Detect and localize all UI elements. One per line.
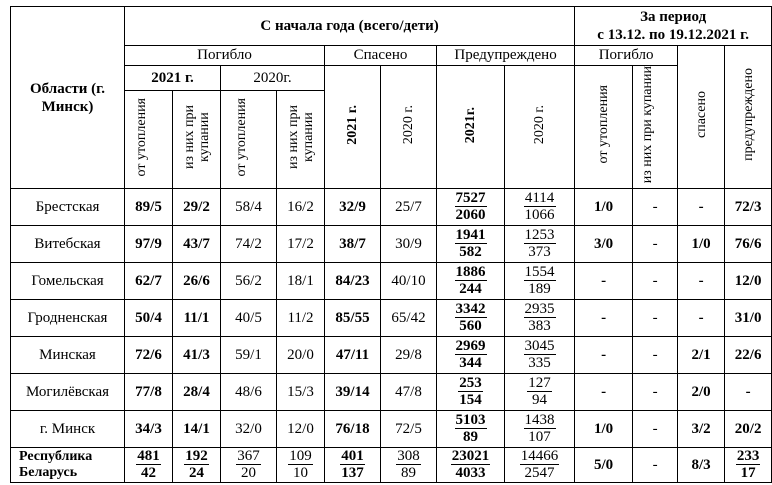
bathing-2020: 17/2	[277, 226, 325, 263]
period-died: 1/0	[575, 189, 633, 226]
period-died: -	[575, 300, 633, 337]
bathing-2021: 41/3	[173, 337, 221, 374]
prevented-2020-total: 1438	[524, 412, 555, 429]
prevented-2020-children: 383	[528, 318, 551, 335]
total-prevented-2020-children: 2547	[524, 465, 555, 482]
period-bathing: -	[633, 374, 678, 411]
region-name: Витебская	[11, 226, 125, 263]
period-drowning-header	[575, 66, 633, 189]
died-2020: 32/0	[221, 411, 277, 448]
total-period-prevented	[725, 448, 772, 483]
bathing-2021-text: из них при купании	[181, 105, 212, 170]
saved-2020: 30/9	[381, 226, 437, 263]
period-prevented: 76/6	[725, 226, 772, 263]
died-2020: 58/4	[221, 189, 277, 226]
prevented-2020-children: 94	[532, 392, 548, 409]
total-period-died: 5/0	[575, 448, 633, 483]
saved-2021-header	[325, 66, 381, 189]
total-bathing-2020-all: 109	[289, 448, 312, 465]
bathing-2021: 14/1	[173, 411, 221, 448]
prevented-2020-header	[505, 66, 575, 189]
bathing-2021: 28/4	[173, 374, 221, 411]
prevented-2021-children: 344	[459, 355, 482, 372]
region-name: Гродненская	[11, 300, 125, 337]
period-bathing: -	[633, 411, 678, 448]
bathing-2020: 16/2	[277, 189, 325, 226]
total-label-line1: Республика	[19, 449, 93, 465]
prevented-2020-children: 107	[528, 429, 551, 446]
died-2020: 56/2	[221, 263, 277, 300]
period-prevented: 31/0	[725, 300, 772, 337]
saved-2020-header	[381, 66, 437, 189]
period-prevented-header	[725, 46, 772, 189]
saved-2021: 76/18	[325, 411, 381, 448]
prevented-header: Предупреждено	[437, 46, 575, 66]
period-header	[575, 7, 772, 46]
died-2021: 97/9	[125, 226, 173, 263]
bathing-2021: 26/6	[173, 263, 221, 300]
period-bathing-header	[633, 66, 678, 189]
period-saved: 3/2	[678, 411, 725, 448]
period-saved: -	[678, 189, 725, 226]
saved-2021: 47/11	[325, 337, 381, 374]
period-saved: 2/1	[678, 337, 725, 374]
prevented-2021-total: 3342	[455, 301, 486, 318]
prevented-2020	[505, 337, 575, 374]
saved-2021: 32/9	[325, 189, 381, 226]
total-died-2021	[125, 448, 173, 483]
total-died-2020-children: 20	[241, 465, 256, 482]
table-row	[11, 226, 772, 263]
bathing-2021: 11/1	[173, 300, 221, 337]
total-row	[11, 448, 772, 483]
died-2021-header: 2021 г.	[125, 66, 221, 91]
region-name: Брестская	[11, 189, 125, 226]
died-2021: 77/8	[125, 374, 173, 411]
prevented-2021-total: 5103	[455, 412, 486, 429]
bathing-2020-header	[277, 91, 325, 189]
prevented-2020-children: 335	[528, 355, 551, 372]
table-row	[11, 337, 772, 374]
saved-2020: 72/5	[381, 411, 437, 448]
saved-2021: 84/23	[325, 263, 381, 300]
total-died-2020-all: 367	[237, 448, 260, 465]
prevented-2020	[505, 411, 575, 448]
period-prevented-text: предупреждено	[740, 68, 756, 162]
saved-2020: 65/42	[381, 300, 437, 337]
saved-2021: 38/7	[325, 226, 381, 263]
total-prevented-2020	[505, 448, 575, 483]
total-saved-2021	[325, 448, 381, 483]
period-died: -	[575, 337, 633, 374]
period-range: с 13.12. по 19.12.2021 г.	[597, 27, 749, 43]
prevented-2020-children: 1066	[524, 207, 555, 224]
saved-2021-text: 2021 г.	[345, 104, 360, 145]
total-bathing-2020-children: 10	[293, 465, 308, 482]
total-died-2021-children: 42	[141, 465, 156, 482]
bathing-2020: 11/2	[277, 300, 325, 337]
region-name: Могилёвская	[11, 374, 125, 411]
prevented-2020-total: 1253	[524, 227, 555, 244]
total-bathing-2021-children: 24	[189, 465, 204, 482]
period-died: 3/0	[575, 226, 633, 263]
bathing-2020: 15/3	[277, 374, 325, 411]
total-bathing-2021-all: 192	[185, 448, 208, 465]
period-died-header: Погибло	[575, 46, 678, 66]
prevented-2020-total: 2935	[524, 301, 555, 318]
prevented-2021-children: 560	[459, 318, 482, 335]
died-2020: 74/2	[221, 226, 277, 263]
died-header: Погибло	[125, 46, 325, 66]
prevented-2021-children: 582	[459, 244, 482, 261]
prevented-2021-children: 154	[459, 392, 482, 409]
prevented-2020	[505, 300, 575, 337]
statistics-table	[10, 6, 772, 483]
period-died: -	[575, 374, 633, 411]
region-name: Минская	[11, 337, 125, 374]
prevented-2021-total: 1941	[455, 227, 486, 244]
prevented-2021-total: 1886	[455, 264, 486, 281]
drowning-2021-text: от утопления	[133, 98, 149, 177]
prevented-2020	[505, 226, 575, 263]
total-died-2021-all: 481	[137, 448, 160, 465]
table-row	[11, 263, 772, 300]
prevented-2021	[437, 411, 505, 448]
bathing-2021: 43/7	[173, 226, 221, 263]
died-2021: 34/3	[125, 411, 173, 448]
drowning-2020-text: от утопления	[233, 98, 249, 177]
total-period-prevented-children: 17	[740, 465, 756, 482]
table-row	[11, 374, 772, 411]
total-period-prevented-all: 233	[736, 448, 760, 465]
prevented-2020-total: 4114	[524, 190, 555, 207]
total-saved-2021-children: 137	[341, 465, 364, 482]
prevented-2020-total: 127	[528, 375, 551, 392]
period-bathing: -	[633, 337, 678, 374]
prevented-2021	[437, 337, 505, 374]
total-period-bathing: -	[633, 448, 678, 483]
period-prevented: 20/2	[725, 411, 772, 448]
died-2020-header: 2020г.	[221, 66, 325, 91]
prevented-2021	[437, 263, 505, 300]
died-2020: 48/6	[221, 374, 277, 411]
prevented-2021	[437, 300, 505, 337]
period-title: За период	[640, 9, 707, 25]
period-bathing: -	[633, 226, 678, 263]
table-row	[11, 300, 772, 337]
died-2020: 40/5	[221, 300, 277, 337]
prevented-2020-total: 1554	[524, 264, 555, 281]
total-bathing-2020	[277, 448, 325, 483]
saved-2020: 25/7	[381, 189, 437, 226]
period-prevented: -	[725, 374, 772, 411]
region-name: Гомельская	[11, 263, 125, 300]
period-bathing: -	[633, 263, 678, 300]
saved-header: Спасено	[325, 46, 437, 66]
saved-2020: 47/8	[381, 374, 437, 411]
total-saved-2021-all: 401	[341, 448, 364, 465]
total-prevented-2021-children: 4033	[455, 465, 486, 482]
total-died-2020	[221, 448, 277, 483]
died-2021: 62/7	[125, 263, 173, 300]
prevented-2021-total: 7527	[455, 190, 486, 207]
bathing-2020: 18/1	[277, 263, 325, 300]
total-period-saved: 8/3	[678, 448, 725, 483]
prevented-2020-total: 3045	[524, 338, 555, 355]
period-drowning-text: от утопления	[596, 85, 612, 164]
saved-2020: 40/10	[381, 263, 437, 300]
bathing-2020: 20/0	[277, 337, 325, 374]
prevented-2021-header	[437, 66, 505, 189]
died-2021: 72/6	[125, 337, 173, 374]
total-prevented-2020-all: 14466	[520, 448, 559, 465]
period-saved: 1/0	[678, 226, 725, 263]
period-saved: 2/0	[678, 374, 725, 411]
prevented-2021	[437, 226, 505, 263]
saved-2021: 85/55	[325, 300, 381, 337]
regions-header-text: Области (г. Минск)	[30, 80, 105, 115]
period-bathing: -	[633, 300, 678, 337]
period-bathing: -	[633, 189, 678, 226]
prevented-2021-total: 253	[459, 375, 482, 392]
period-prevented: 72/3	[725, 189, 772, 226]
total-saved-2020	[381, 448, 437, 483]
table-row	[11, 411, 772, 448]
since-year-header: С начала года (всего/дети)	[125, 7, 575, 46]
drowning-2021-header	[125, 91, 173, 189]
prevented-2021-total: 2969	[455, 338, 486, 355]
prevented-2021-children: 89	[463, 429, 478, 446]
period-prevented: 12/0	[725, 263, 772, 300]
prevented-2021-children: 2060	[455, 207, 486, 224]
died-2021: 89/5	[125, 189, 173, 226]
bathing-2021: 29/2	[173, 189, 221, 226]
prevented-2021	[437, 189, 505, 226]
prevented-2020-children: 189	[528, 281, 551, 298]
period-saved: -	[678, 263, 725, 300]
total-prevented-2021-all: 23021	[451, 448, 490, 465]
regions-header	[11, 7, 125, 189]
bathing-2021-header	[173, 91, 221, 189]
period-saved-header	[678, 46, 725, 189]
total-saved-2020-all: 308	[397, 448, 420, 465]
period-saved: -	[678, 300, 725, 337]
period-died: -	[575, 263, 633, 300]
table-row	[11, 189, 772, 226]
saved-2020-text: 2020 г.	[401, 105, 416, 145]
period-prevented: 22/6	[725, 337, 772, 374]
prevented-2021-text: 2021г.	[463, 106, 478, 143]
period-bathing-text: из них при купании	[640, 66, 656, 184]
period-saved-text: спасено	[693, 91, 709, 139]
prevented-2020-text: 2020 г.	[532, 105, 548, 145]
prevented-2020	[505, 374, 575, 411]
drowning-2020-header	[221, 91, 277, 189]
bathing-2020: 12/0	[277, 411, 325, 448]
prevented-2020-children: 373	[528, 244, 551, 261]
prevented-2021-children: 244	[459, 281, 482, 298]
died-2020: 59/1	[221, 337, 277, 374]
region-name: г. Минск	[11, 411, 125, 448]
prevented-2020	[505, 263, 575, 300]
total-saved-2020-children: 89	[401, 465, 416, 482]
total-label-line2: Беларусь	[19, 465, 78, 481]
prevented-2021	[437, 374, 505, 411]
total-bathing-2021	[173, 448, 221, 483]
saved-2021: 39/14	[325, 374, 381, 411]
bathing-2020-text: из них при купании	[285, 105, 316, 170]
period-died: 1/0	[575, 411, 633, 448]
prevented-2020	[505, 189, 575, 226]
total-prevented-2021	[437, 448, 505, 483]
died-2021: 50/4	[125, 300, 173, 337]
total-label	[11, 448, 125, 483]
saved-2020: 29/8	[381, 337, 437, 374]
